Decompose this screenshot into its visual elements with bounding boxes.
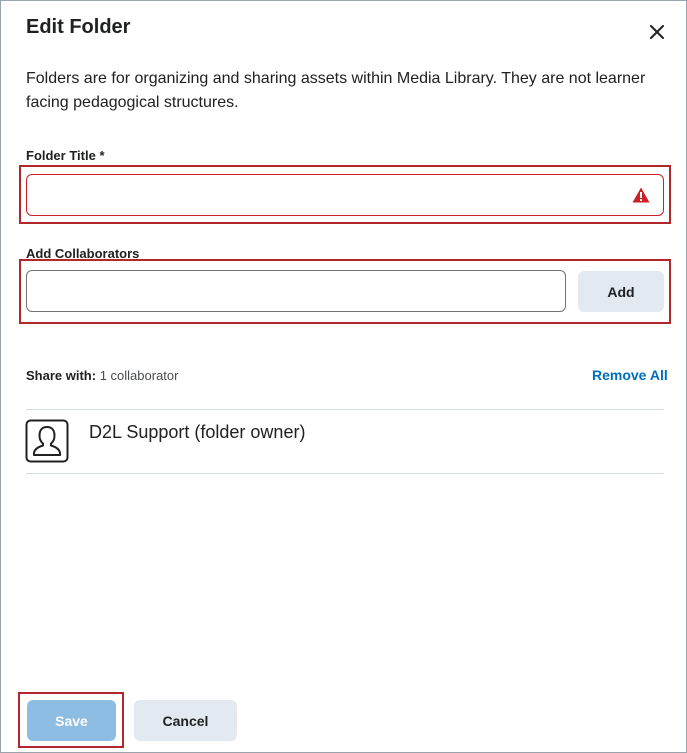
dialog-description: Folders are for organizing and sharing assets within Media Library. They are not learner facing pedagogical structures.: [26, 70, 646, 111]
folder-title-label: [26, 148, 105, 163]
close-button[interactable]: [644, 19, 670, 45]
folder-title-label-text: Folder Title: [26, 148, 96, 163]
divider: [26, 473, 664, 474]
remove-all-link[interactable]: Remove All: [592, 367, 668, 383]
share-with-label-text: Share with:: [26, 368, 97, 383]
folder-title-input[interactable]: [26, 174, 664, 216]
collaborator-count: 1 collaborator: [99, 368, 179, 383]
save-button[interactable]: Save: [27, 700, 116, 741]
warning-icon: [632, 187, 650, 203]
collaborator-name: D2L Support (folder owner): [89, 422, 306, 442]
cancel-button[interactable]: Cancel: [134, 700, 237, 741]
share-with-label: [26, 368, 178, 383]
dialog-title: Edit Folder: [26, 16, 131, 38]
divider: [26, 409, 664, 410]
add-collaborators-label: Add Collaborators: [26, 246, 140, 261]
required-marker: *: [99, 148, 105, 163]
user-icon: [25, 419, 69, 463]
collaborator-search-input[interactable]: [26, 270, 566, 312]
add-collaborator-button[interactable]: Add: [578, 271, 664, 312]
close-icon: [650, 25, 664, 39]
